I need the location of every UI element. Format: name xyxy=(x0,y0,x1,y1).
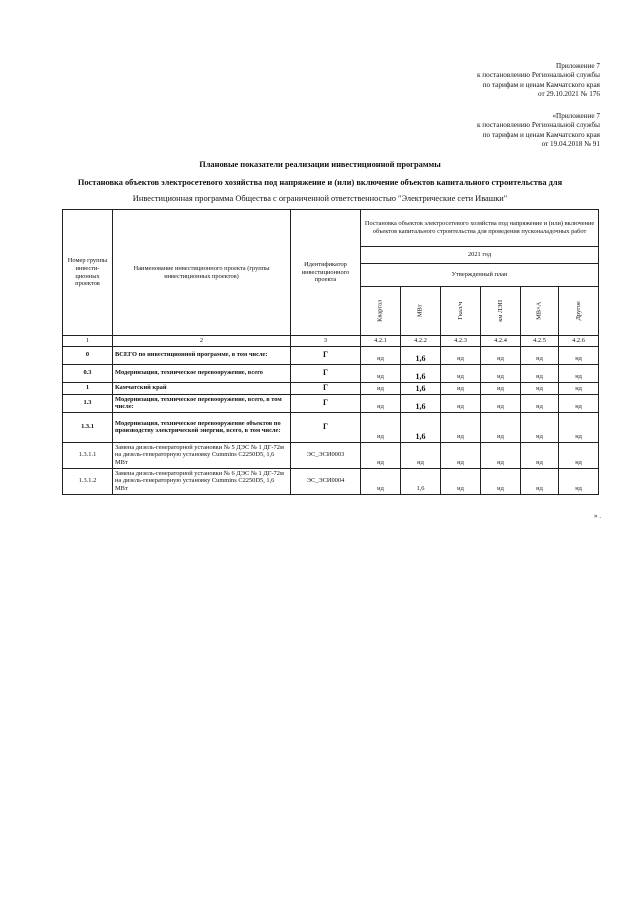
column-number: 4.2.5 xyxy=(521,336,559,347)
stamp-line: от 29.10.2021 № 176 xyxy=(537,90,600,99)
row-number: 0 xyxy=(63,346,113,364)
header-section: Постановка объектов электросетевого хозяйства под напряжение и (или) включение объектов капитального строительства для проведения пусконаладочных работ xyxy=(361,210,599,247)
row-id: ЭС_ЭСИ0004 xyxy=(291,468,361,494)
document-title: Плановые показатели реализации инвестиционной программы xyxy=(199,160,441,169)
table-row xyxy=(63,382,599,394)
row-id: Г xyxy=(291,394,361,412)
column-number: 4.2.3 xyxy=(441,336,481,347)
row-value: 1,6 xyxy=(401,346,441,364)
row-number: 1 xyxy=(63,382,113,394)
row-number: 0.3 xyxy=(63,364,113,382)
stamp-line: Приложение 7 xyxy=(556,62,600,70)
column-number: 4.2.6 xyxy=(559,336,599,347)
row-id: ЭС_ЭСИ0003 xyxy=(291,442,361,468)
table-row xyxy=(63,468,599,494)
header-year: 2021 год xyxy=(361,247,599,264)
header-project-id: Идентификатор инвестиционного проекта xyxy=(291,210,361,336)
row-value: нд xyxy=(521,364,559,382)
row-value: нд xyxy=(481,412,521,442)
table-row xyxy=(63,346,599,364)
column-number: 2 xyxy=(113,336,291,347)
row-value: нд xyxy=(559,442,599,468)
program-name: Инвестиционная программа Общества с ограниченной ответственностью "Электрические сети Ивашки" xyxy=(132,194,508,203)
row-value: 1,6 xyxy=(401,412,441,442)
row-value: нд xyxy=(361,394,401,412)
stamp-line: по тарифам и ценам Камчатского края xyxy=(482,80,600,89)
unit-header: км ЛЭП xyxy=(481,287,521,336)
row-value: нд xyxy=(481,394,521,412)
row-id: Г xyxy=(291,382,361,394)
indicators-table xyxy=(62,209,599,495)
row-value: нд xyxy=(559,382,599,394)
closing-quote-mark: » . xyxy=(594,512,601,520)
stamp-line: к постановлению Региональной службы xyxy=(476,71,600,80)
row-name: Камчатский край xyxy=(113,382,291,394)
row-value: нд xyxy=(441,442,481,468)
row-value: нд xyxy=(481,382,521,394)
table-row xyxy=(63,412,599,442)
appendix-stamp-previous xyxy=(477,112,600,150)
stamp-line: по тарифам и ценам Камчатского края xyxy=(482,130,600,139)
row-value: нд xyxy=(559,394,599,412)
row-value: нд xyxy=(559,364,599,382)
column-number: 3 xyxy=(291,336,361,347)
column-number: 4.2.2 xyxy=(401,336,441,347)
column-number: 1 xyxy=(63,336,113,347)
table-row xyxy=(63,442,599,468)
row-value: нд xyxy=(481,468,521,494)
row-value: нд xyxy=(401,442,441,468)
row-number: 1.3.1.2 xyxy=(63,468,113,494)
table-row xyxy=(63,364,599,382)
row-value: нд xyxy=(521,346,559,364)
row-value: нд xyxy=(361,468,401,494)
document-subtitle: Постановка объектов электросетевого хозяйства под напряжение и (или) включение объектов капитального строительства для xyxy=(77,178,563,187)
row-value: 1,6 xyxy=(401,382,441,394)
row-name: Модернизация, техническое перевооружение, всего, в том числе: xyxy=(113,394,291,412)
row-number: 1.3.1 xyxy=(63,412,113,442)
row-value: 1,6 xyxy=(401,394,441,412)
row-id: Г xyxy=(291,364,361,382)
row-value: нд xyxy=(441,364,481,382)
row-value: нд xyxy=(521,412,559,442)
appendix-stamp-current xyxy=(477,62,600,100)
row-name: ВСЕГО по инвестиционной программе, в том числе: xyxy=(113,346,291,364)
stamp-line: от 19.04.2018 № 91 xyxy=(541,140,600,149)
unit-header: Квартал xyxy=(361,287,401,336)
unit-header: МВ×А xyxy=(521,287,559,336)
row-value: нд xyxy=(521,442,559,468)
header-project-name: Наименование инвестиционного проекта (группы инвестиционных проектов) xyxy=(113,210,291,336)
row-value: нд xyxy=(559,346,599,364)
row-value: нд xyxy=(559,468,599,494)
table-row xyxy=(63,394,599,412)
row-value: нд xyxy=(441,382,481,394)
row-value: нд xyxy=(361,364,401,382)
row-name: Модернизация, техническое перевооружение объектов по производству электрической энергии, всего, в том числе: xyxy=(113,412,291,442)
row-value: нд xyxy=(521,382,559,394)
row-value: нд xyxy=(441,346,481,364)
row-value: нд xyxy=(361,382,401,394)
stamp-line: к постановлению Региональной службы xyxy=(476,121,600,130)
row-value: нд xyxy=(481,364,521,382)
column-number-row xyxy=(63,336,599,347)
row-value: нд xyxy=(361,346,401,364)
row-value: 1,6 xyxy=(401,364,441,382)
unit-header: Другое xyxy=(559,287,599,336)
row-value: нд xyxy=(521,394,559,412)
row-value: нд xyxy=(441,412,481,442)
row-name: Замена дизель-генераторной установки № 5 ДЭС № 1 ДГ-72м на дизель-генераторную установку Cummins C2250D5, 1,6 МВт xyxy=(113,442,291,468)
row-value: нд xyxy=(521,468,559,494)
stamp-line: «Приложение 7 xyxy=(552,112,600,120)
header-group-number: Номер группы инвести-ционных проектов xyxy=(63,210,113,336)
unit-header: Гкал/ч xyxy=(441,287,481,336)
row-id: Г xyxy=(291,346,361,364)
row-value: нд xyxy=(361,442,401,468)
row-name: Замена дизель-генераторной установки № 6 ДЭС № 1 ДГ-72м на дизель-генераторную установку Cummins C2250D5, 1,6 МВт xyxy=(113,468,291,494)
row-value: нд xyxy=(361,412,401,442)
header-plan: Утвержденный план xyxy=(361,264,599,287)
row-value: 1,6 xyxy=(401,468,441,494)
row-number: 1.3.1.1 xyxy=(63,442,113,468)
row-value: нд xyxy=(441,468,481,494)
row-value: нд xyxy=(559,412,599,442)
row-number: 1.3 xyxy=(63,394,113,412)
row-value: нд xyxy=(481,346,521,364)
row-id: Г xyxy=(291,412,361,442)
row-value: нд xyxy=(481,442,521,468)
column-number: 4.2.1 xyxy=(361,336,401,347)
unit-header: МВт xyxy=(401,287,441,336)
row-name: Модернизация, техническое перевооружение, всего xyxy=(113,364,291,382)
row-value: нд xyxy=(441,394,481,412)
column-number: 4.2.4 xyxy=(481,336,521,347)
